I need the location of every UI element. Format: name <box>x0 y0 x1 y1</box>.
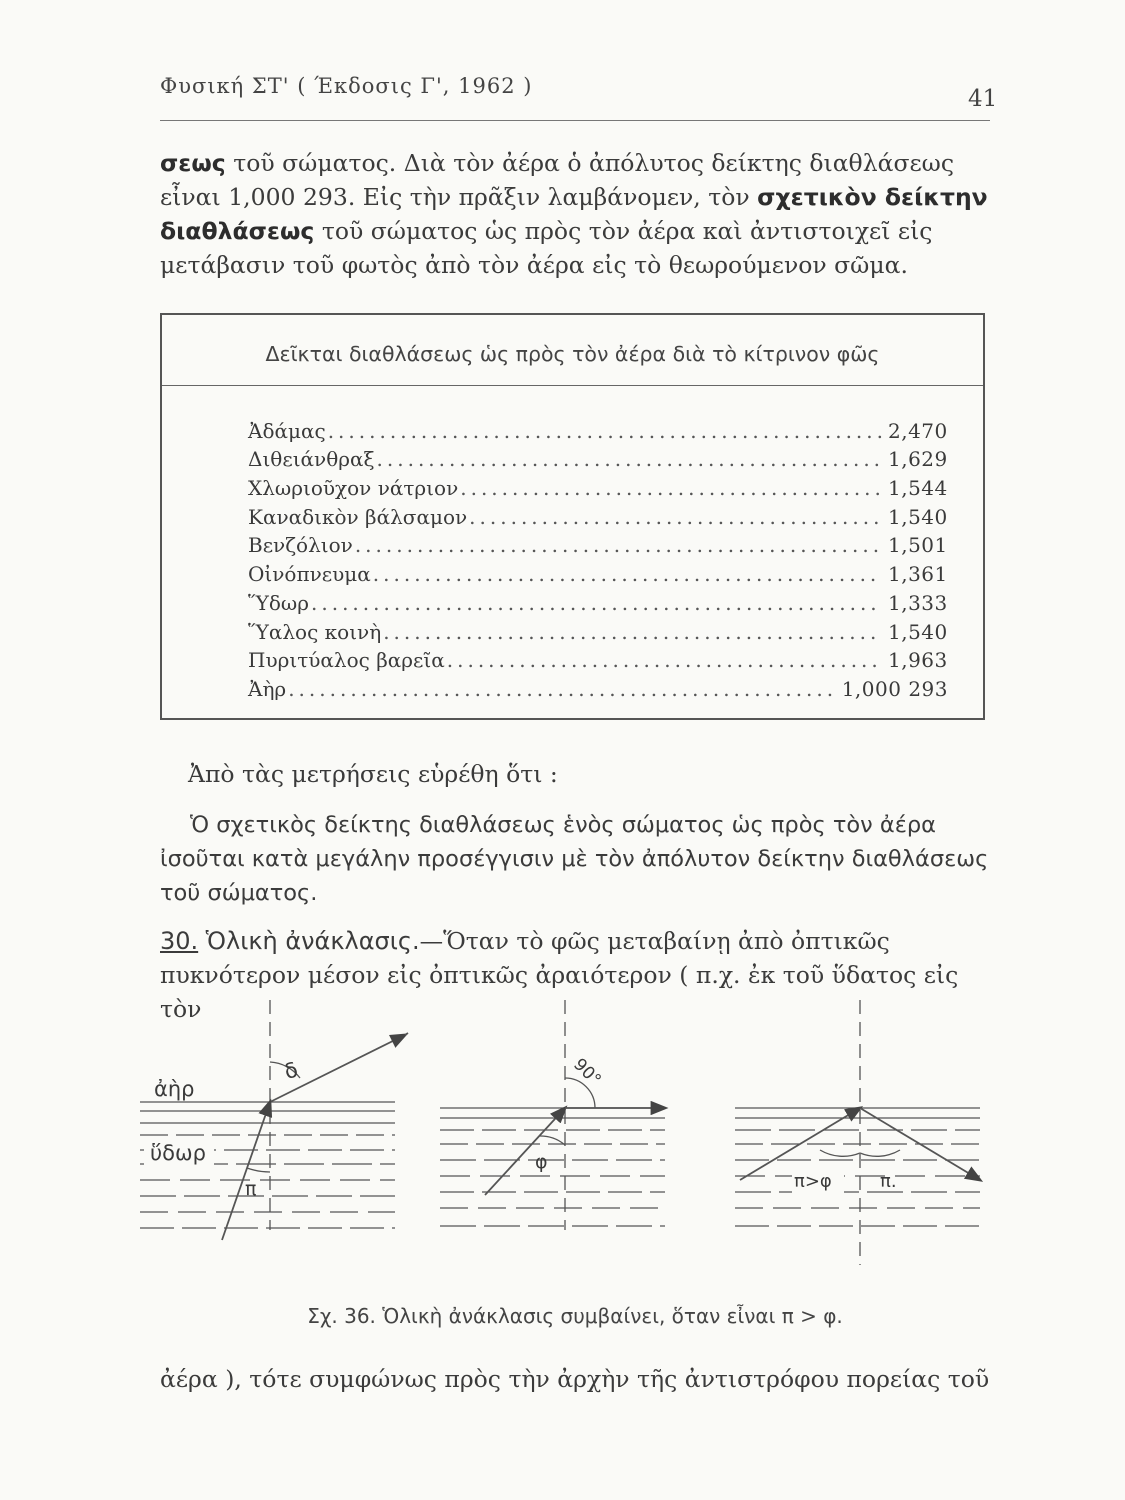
label-pi-gt-phi: π>φ <box>794 1171 832 1192</box>
row-dots <box>447 648 882 672</box>
label-90: 90° <box>569 1054 605 1091</box>
table-row <box>248 443 948 472</box>
table-row <box>248 557 948 586</box>
diagram-critical-angle <box>440 1000 665 1230</box>
intro-bold-term: σχετικὸν δείκτην διαθλάσεως <box>160 183 988 245</box>
label-water: ὕδωρ <box>150 1141 206 1165</box>
row-dots <box>355 533 882 557</box>
row-value: 1,540 <box>888 619 948 644</box>
table-rows <box>248 414 948 701</box>
label-pi: π <box>245 1178 257 1200</box>
row-dots <box>383 620 882 644</box>
row-value: 1,629 <box>888 447 948 472</box>
diagram-refraction <box>140 1000 408 1240</box>
table-row <box>248 672 948 701</box>
page-number: 41 <box>968 86 998 112</box>
row-dots <box>373 562 882 586</box>
refraction-index-table <box>160 313 985 720</box>
running-title: Φυσική ΣΤ' ( Έκδοσις Γ', 1962 ) <box>160 74 533 98</box>
table-row <box>248 414 948 443</box>
intro-bold-start: σεως <box>160 149 226 177</box>
row-dots <box>377 447 882 471</box>
table-row <box>248 500 948 529</box>
row-name: Ἀὴρ <box>248 676 287 701</box>
row-value: 1,501 <box>888 533 948 558</box>
row-name: Ὕδωρ <box>248 590 309 615</box>
intro-text-1: τοῦ σώματος. Διὰ τὸν ἀέρα ὁ ἀπόλυτος δείκτης διαθλάσεως εἶναι 1,000 293. Εἰς τὴν πρᾶξιν λαμβάνομεν, τὸν <box>160 149 955 211</box>
row-value: 1,544 <box>888 476 948 501</box>
section-number: 30. <box>160 927 199 955</box>
section-text: —Ὅταν τὸ φῶς μεταβαίνῃ ἀπὸ ὀπτικῶς πυκνότερον μέσον εἰς ὀπτικῶς ἀραιότερον ( π.χ. ἐκ τοῦ ὕδατος εἰς τὸν <box>160 927 959 1023</box>
row-dots <box>469 505 882 529</box>
table-title: Δεῖκται διαθλάσεως ὡς πρὸς τὸν ἀέρα διὰ τὸ κίτρινον φῶς <box>265 342 880 366</box>
row-name: Ὕαλος κοινὴ <box>248 619 382 644</box>
label-delta: δ <box>281 1057 301 1084</box>
row-name: Χλωριοῦχον νάτριον <box>248 476 459 501</box>
result-lead: Ἀπὸ τὰς μετρήσεις εὑρέθη ὅτι : <box>188 760 558 788</box>
row-value: 1,540 <box>888 504 948 529</box>
intro-text-2: τοῦ σώματος ὡς πρὸς τὸν ἀέρα καὶ ἀντιστοιχεῖ εἰς μετάβασιν τοῦ φωτὸς ἀπὸ τὸν ἀέρα εἰς τὸ θεωρούμενον σῶμα. <box>160 217 933 279</box>
total-reflection-figure <box>120 990 1000 1290</box>
row-value: 1,000 293 <box>841 676 948 701</box>
table-row <box>248 471 948 500</box>
row-value: 1,963 <box>888 648 948 673</box>
header-rule <box>160 120 990 121</box>
label-pi-2: π. <box>880 1171 897 1192</box>
result-statement: Ὁ σχετικὸς δείκτης διαθλάσεως ἑνὸς σώματος ὡς πρὸς τὸν ἀέρα ἰσοῦται κατὰ μεγάλην προσέγγισιν μὲ τὸν ἀπόλυτον δείκτην διαθλάσεως τοῦ σώματος. <box>160 812 989 906</box>
row-value: 1,333 <box>888 590 948 615</box>
row-name: Διθειάνθραξ <box>248 447 375 472</box>
row-name: Καναδικὸν βάλσαμον <box>248 504 468 529</box>
table-title-rule <box>162 385 983 386</box>
table-row <box>248 529 948 558</box>
section-title: Ὁλικὴ ἀνάκλασις. <box>205 927 420 955</box>
intro-paragraph <box>160 146 990 282</box>
row-dots <box>311 591 882 615</box>
row-dots <box>328 419 882 443</box>
diagram-total-reflection <box>735 1000 980 1265</box>
label-phi: φ <box>535 1151 548 1173</box>
table-row <box>248 615 948 644</box>
row-dots <box>460 476 882 500</box>
row-name: Οἰνόπνευμα <box>248 562 371 587</box>
table-row <box>248 644 948 673</box>
row-value: 1,361 <box>888 562 948 587</box>
row-dots <box>288 677 836 701</box>
row-name: Βενζόλιον <box>248 533 353 558</box>
row-name: Πυριτύαλος βαρεῖα <box>248 648 445 673</box>
closing-paragraph: ἀέρα ), τότε συμφώνως πρὸς τὴν ἀρχὴν τῆς ἀντιστρόφου πορείας τοῦ <box>160 1365 990 1393</box>
row-name: Ἀδάμας <box>248 418 326 443</box>
figure-caption: Σχ. 36. Ὁλικὴ ἀνάκλασις συμβαίνει, ὅταν εἶναι π > φ. <box>307 1304 843 1328</box>
label-air: ἀὴρ <box>154 1077 195 1101</box>
table-row <box>248 586 948 615</box>
row-value: 2,470 <box>888 418 948 443</box>
